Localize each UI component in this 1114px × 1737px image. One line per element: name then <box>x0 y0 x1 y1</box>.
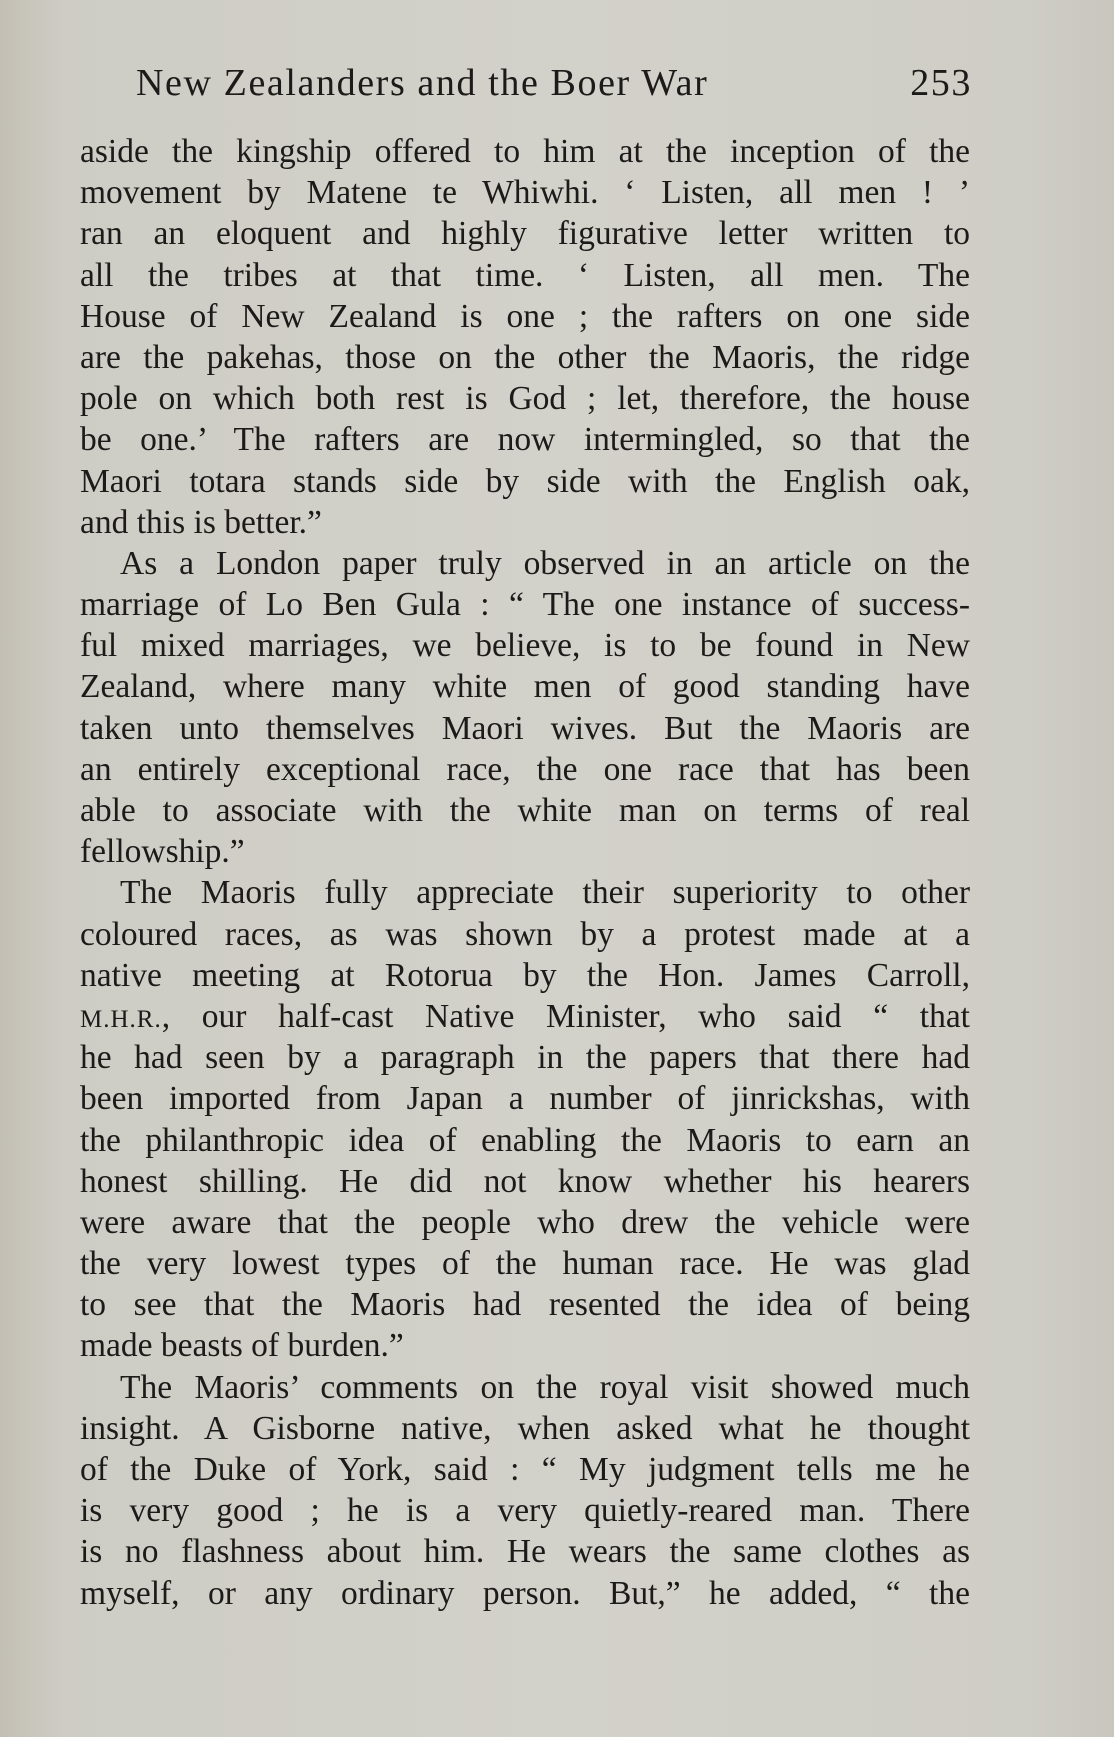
text-fragment: , our half-cast Native Minister, who said “ that <box>161 997 970 1035</box>
text-line: As a London paper truly observed in an article on the <box>120 544 970 582</box>
paragraph <box>80 543 970 873</box>
text-line: he had seen by a paragraph in the papers that there had <box>80 1039 970 1077</box>
running-head <box>136 60 972 106</box>
text-line: all the tribes at that time. ‘ Listen, all men. The <box>80 256 970 294</box>
text-line: myself, or any ordinary person. But,” he added, “ the <box>80 1574 970 1612</box>
small-caps-abbreviation: M.H.R. <box>80 1005 162 1033</box>
text-line: honest shilling. He did not know whether his hearers <box>80 1162 970 1200</box>
page-number: 253 <box>910 62 972 104</box>
text-line: Maori totara stands side by side with the English oak, <box>80 462 970 500</box>
text-line: marriage of Lo Ben Gula : “ The one instance of success- <box>80 586 970 624</box>
text-line: and this is better.” <box>80 503 322 541</box>
text-line: be one.’ The rafters are now intermingled, so that the <box>80 421 970 459</box>
text-line: fellowship.” <box>80 833 245 871</box>
text-line: of the Duke of York, said : “ My judgment tells me he <box>80 1451 970 1488</box>
text-line: Zealand, where many white men of good standing have <box>80 668 970 706</box>
text-line <box>80 996 970 1037</box>
text-line: an entirely exceptional race, the one race that has been <box>80 750 970 788</box>
text-line: to see that the Maoris had resented the idea of being <box>80 1286 970 1324</box>
text-line: aside the kingship offered to him at the inception of the <box>80 133 970 170</box>
text-line: movement by Matene te Whiwhi. ‘ Listen, all men ! ’ <box>80 174 970 212</box>
text-line: ran an eloquent and highly figurative letter written to <box>80 215 970 253</box>
paragraph <box>80 1367 970 1614</box>
body-text <box>80 131 970 1614</box>
text-line: are the pakehas, those on the other the Maoris, the ridge <box>80 338 970 376</box>
paragraph <box>80 872 970 1366</box>
text-line: House of New Zealand is one ; the rafters on one side <box>80 297 970 335</box>
chapter-title: New Zealanders and the Boer War <box>136 62 709 104</box>
text-line: is very good ; he is a very quietly-reared man. There <box>80 1492 970 1530</box>
text-line: coloured races, as was shown by a protest made at a <box>80 915 970 953</box>
text-line: taken unto themselves Maori wives. But the Maoris are <box>80 709 970 747</box>
text-line: been imported from Japan a number of jinrickshas, with <box>80 1080 970 1118</box>
text-line: native meeting at Rotorua by the Hon. James Carroll, <box>80 956 970 994</box>
text-line: were aware that the people who drew the vehicle were <box>80 1203 970 1241</box>
text-line: insight. A Gisborne native, when asked what he thought <box>80 1409 970 1447</box>
text-line: the philanthropic idea of enabling the Maoris to earn an <box>80 1121 970 1159</box>
text-line: made beasts of burden.” <box>80 1327 404 1365</box>
paragraph <box>80 131 970 543</box>
text-line: ful mixed marriages, we believe, is to be found in New <box>80 627 970 665</box>
text-line: pole on which both rest is God ; let, therefore, the house <box>80 380 970 418</box>
text-line: the very lowest types of the human race. He was glad <box>80 1245 970 1283</box>
text-line: The Maoris fully appreciate their superiority to other <box>120 874 970 912</box>
text-line: is no flashness about him. He wears the same clothes as <box>80 1533 970 1571</box>
text-line: The Maoris’ comments on the royal visit showed much <box>120 1368 970 1406</box>
text-line: able to associate with the white man on terms of real <box>80 792 970 829</box>
